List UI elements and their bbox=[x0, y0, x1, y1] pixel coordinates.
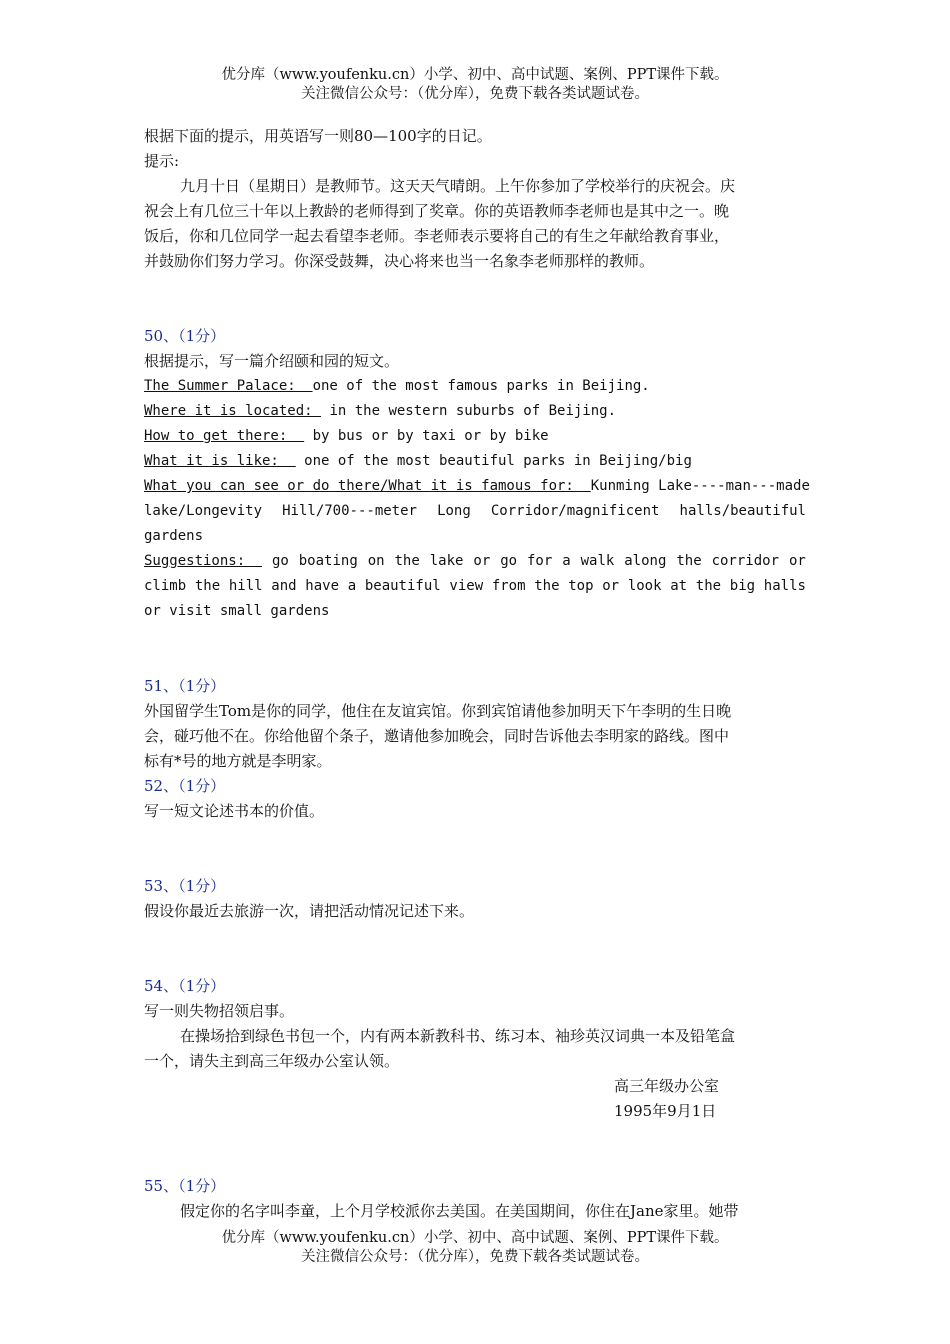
word: have bbox=[305, 578, 339, 594]
item-label: What it is like: bbox=[144, 453, 296, 469]
q50-item-line bbox=[144, 474, 810, 499]
word: look bbox=[627, 578, 662, 594]
word: walk bbox=[580, 553, 615, 569]
footer-line-1: 优分库（www.youfenku.cn）小学、初中、高中试题、案例、PPT课件下载。 bbox=[221, 1230, 729, 1246]
word: or bbox=[788, 553, 806, 569]
q50-intro: 根据提示，写一篇介绍颐和园的短文。 bbox=[144, 352, 400, 370]
q49-para-line: 祝会上有几位三十年以上教龄的老师得到了奖章。你的英语教师李老师也是其中之一。晚 bbox=[144, 202, 730, 220]
word: Long bbox=[437, 503, 471, 519]
q54-number: 54、（1分） bbox=[144, 977, 226, 995]
q49-para-line: 并鼓励你们努力学习。你深受鼓舞，决心将来也当一名象李老师那样的教师。 bbox=[144, 252, 655, 270]
item-text: by bus or by taxi or by bike bbox=[304, 428, 549, 444]
q50-item-line bbox=[144, 399, 806, 424]
word: halls/beautiful bbox=[679, 503, 806, 519]
word: along bbox=[624, 553, 667, 569]
q50-justified-line bbox=[144, 549, 806, 574]
q51-line: 会，碰巧他不在。你给他留个条子，邀请他参加晚会，同时告诉他去李明家的路线。图中 bbox=[144, 727, 730, 745]
q51-line: 外国留学生Tom是你的同学，他住在友谊宾馆。你到宾馆请他参加明天下午李明的生日晚 bbox=[144, 702, 732, 720]
word: boating bbox=[298, 553, 358, 569]
q50-justified-line bbox=[144, 499, 806, 524]
word: lake bbox=[429, 553, 464, 569]
q52-number: 52、（1分） bbox=[144, 777, 226, 795]
item-label: How to get there: bbox=[144, 428, 305, 444]
word: the bbox=[695, 578, 722, 594]
item-label: Where it is located: bbox=[144, 403, 322, 419]
word: go bbox=[500, 553, 518, 569]
item-text: Kunming Lake----man---made bbox=[590, 478, 810, 494]
q54-intro: 写一则失物招领启事。 bbox=[144, 1002, 295, 1020]
word: view bbox=[449, 578, 484, 594]
word: beautiful bbox=[364, 578, 441, 594]
word: hill bbox=[228, 578, 263, 594]
q54-line: 在操场拾到绿色书包一个，内有两本新教科书、练习本、袖珍英汉词典一本及铅笔盒 bbox=[180, 1027, 736, 1045]
word: big bbox=[729, 578, 756, 594]
item-label: What you can see or do there/What it is famous for: bbox=[144, 478, 591, 494]
document-body bbox=[144, 124, 810, 1224]
item-text: one of the most famous parks in Beijing. bbox=[312, 378, 650, 394]
q54-date: 1995年9月1日 bbox=[614, 1102, 717, 1120]
word: the bbox=[676, 553, 702, 569]
word: the bbox=[534, 578, 560, 594]
page-header bbox=[0, 66, 950, 104]
word: at bbox=[670, 578, 688, 594]
q50-line: or visit small gardens bbox=[144, 603, 330, 619]
word: or bbox=[602, 578, 620, 594]
item-text: one of the most beautiful parks in Beijing/big bbox=[295, 453, 692, 469]
q55-line: 假定你的名字叫李童，上个月学校派你去美国。在美国期间，你住在Jane家里。她带 bbox=[180, 1202, 739, 1220]
word: lake/Longevity bbox=[144, 503, 263, 519]
footer-line-2: 关注微信公众号：（优分库），免费下载各类试题试卷。 bbox=[301, 1249, 649, 1265]
q49-para-line: 九月十日（星期日）是教师节。这天天气晴朗。上午你参加了学校举行的庆祝会。庆 bbox=[180, 177, 736, 195]
q55-number: 55、（1分） bbox=[144, 1177, 226, 1195]
page-footer bbox=[0, 1229, 950, 1267]
word: on bbox=[367, 553, 385, 569]
q50-number: 50、（1分） bbox=[144, 327, 226, 345]
q50-justified-line bbox=[144, 574, 806, 599]
word: climb bbox=[144, 578, 187, 594]
word: and bbox=[271, 578, 297, 594]
word: go bbox=[271, 553, 289, 569]
word: top bbox=[568, 578, 594, 594]
word: corridor bbox=[711, 553, 780, 569]
header-line-1: 优分库（www.youfenku.cn）小学、初中、高中试题、案例、PPT课件下载。 bbox=[221, 67, 729, 83]
q49-intro: 根据下面的提示，用英语写一则80—100字的日记。 bbox=[144, 127, 492, 145]
q51-number: 51、（1分） bbox=[144, 677, 226, 695]
q53-line: 假设你最近去旅游一次，请把活动情况记述下来。 bbox=[144, 902, 475, 920]
q51-line: 标有*号的地方就是李明家。 bbox=[144, 752, 332, 770]
header-line-2: 关注微信公众号：（优分库），免费下载各类试题试卷。 bbox=[301, 86, 649, 102]
q49-hint: 提示: bbox=[144, 152, 180, 170]
word: for bbox=[526, 553, 553, 569]
word: Corridor/magnificent bbox=[490, 503, 660, 519]
word: Hill/700---meter bbox=[282, 503, 417, 519]
word: halls bbox=[763, 578, 806, 594]
q53-number: 53、（1分） bbox=[144, 877, 226, 895]
word: a bbox=[562, 553, 571, 569]
word: or bbox=[473, 553, 491, 569]
q54-signature: 高三年级办公室 bbox=[614, 1077, 720, 1095]
q52-line: 写一短文论述书本的价值。 bbox=[144, 802, 325, 820]
word: a bbox=[347, 578, 357, 594]
q50-line: gardens bbox=[144, 528, 204, 544]
q50-item-line bbox=[144, 449, 806, 474]
word: from bbox=[491, 578, 526, 594]
q50-item-line bbox=[144, 374, 806, 399]
item-text: in the western suburbs of Beijing. bbox=[321, 403, 617, 419]
item-label: The Summer Palace: bbox=[144, 378, 313, 394]
suggestions-label: Suggestions: bbox=[144, 553, 263, 569]
q50-item-line bbox=[144, 424, 806, 449]
word: the bbox=[394, 553, 420, 569]
q54-line: 一个，请失主到高三年级办公室认领。 bbox=[144, 1052, 400, 1070]
word: the bbox=[194, 578, 221, 594]
q49-para-line: 饭后，你和几位同学一起去看望李老师。李老师表示要将自己的有生之年献给教育事业， bbox=[144, 227, 730, 245]
